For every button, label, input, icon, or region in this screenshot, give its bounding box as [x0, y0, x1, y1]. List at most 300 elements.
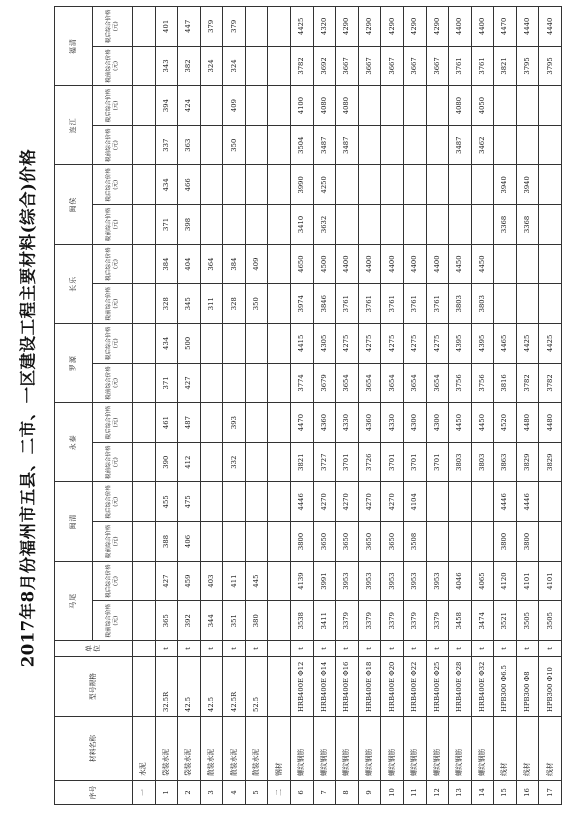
row-seq: 5 — [245, 781, 268, 805]
price-aftertax-cell: 4360 — [358, 403, 381, 443]
price-aftertax-cell: 4446 — [516, 482, 539, 522]
header-name: 材料名称 — [55, 717, 133, 781]
price-aftertax-cell — [358, 86, 381, 126]
row-spec: HRB400E Φ14 — [313, 657, 336, 717]
price-pretax-cell — [403, 205, 426, 245]
row-material-name: 散装水泥 — [245, 717, 268, 781]
price-pretax-cell: 3803 — [471, 284, 494, 324]
price-aftertax-cell: 4139 — [291, 561, 314, 601]
price-aftertax-cell: 445 — [245, 561, 268, 601]
price-aftertax-cell — [516, 244, 539, 284]
price-aftertax-cell: 4305 — [313, 324, 336, 364]
price-aftertax-cell — [494, 86, 517, 126]
price-pretax-cell: 3821 — [291, 442, 314, 482]
price-pretax-cell: 3803 — [449, 284, 472, 324]
row-seq: 17 — [539, 781, 562, 805]
price-table-container — [54, 7, 562, 805]
row-unit: t — [403, 641, 426, 657]
price-aftertax-cell — [200, 324, 223, 364]
price-pretax-cell: 324 — [200, 46, 223, 86]
price-pretax-cell: 363 — [178, 125, 201, 165]
price-pretax-cell: 3821 — [494, 46, 517, 86]
row-seq: 二 — [268, 781, 291, 805]
row-material-name: 螺纹钢筋 — [426, 717, 449, 781]
price-pretax-cell — [539, 125, 562, 165]
price-pretax-cell: 3782 — [516, 363, 539, 403]
price-pretax-cell: 311 — [200, 284, 223, 324]
price-aftertax-cell: 455 — [155, 482, 178, 522]
table-row — [403, 7, 426, 805]
price-pretax-cell: 3654 — [403, 363, 426, 403]
price-aftertax-cell: 4450 — [449, 403, 472, 443]
price-pretax-cell: 3368 — [494, 205, 517, 245]
price-pretax-cell: 3974 — [291, 284, 314, 324]
price-aftertax-cell: 3953 — [426, 561, 449, 601]
price-aftertax-cell: 4450 — [449, 244, 472, 284]
price-pretax-cell — [245, 363, 268, 403]
page-title-wrap — [14, 0, 38, 815]
row-unit: t — [494, 641, 517, 657]
price-pretax-cell: 392 — [178, 601, 201, 641]
price-pretax-cell: 3462 — [471, 125, 494, 165]
row-unit: t — [336, 641, 359, 657]
price-aftertax-cell: 3953 — [381, 561, 404, 601]
price-aftertax-cell: 4080 — [449, 86, 472, 126]
price-aftertax-cell — [471, 482, 494, 522]
price-aftertax-cell — [245, 482, 268, 522]
table-row — [381, 7, 404, 805]
header-pretax-price: 税前综合价格(元) — [93, 601, 133, 641]
price-aftertax-cell — [471, 165, 494, 205]
price-pretax-cell — [133, 46, 156, 86]
price-aftertax-cell: 487 — [178, 403, 201, 443]
price-pretax-cell: 3756 — [471, 363, 494, 403]
price-aftertax-cell: 4500 — [313, 244, 336, 284]
price-aftertax-cell: 4465 — [494, 324, 517, 364]
header-region: 马尾 — [55, 561, 93, 640]
price-aftertax-cell: 384 — [223, 244, 246, 284]
price-pretax-cell: 3800 — [291, 522, 314, 562]
price-pretax-cell: 3761 — [426, 284, 449, 324]
price-aftertax-cell: 4080 — [313, 86, 336, 126]
header-aftertax-price: 税后综合价格(元) — [93, 7, 133, 47]
price-pretax-cell — [245, 442, 268, 482]
price-pretax-cell: 345 — [178, 284, 201, 324]
price-pretax-cell: 337 — [155, 125, 178, 165]
price-aftertax-cell: 4104 — [403, 482, 426, 522]
price-aftertax-cell: 379 — [223, 7, 246, 47]
price-pretax-cell: 3654 — [336, 363, 359, 403]
price-aftertax-cell: 4400 — [403, 244, 426, 284]
price-aftertax-cell: 475 — [178, 482, 201, 522]
price-aftertax-cell: 4290 — [403, 7, 426, 47]
price-aftertax-cell — [268, 324, 291, 364]
price-pretax-cell — [471, 522, 494, 562]
price-pretax-cell — [133, 125, 156, 165]
row-seq: 15 — [494, 781, 517, 805]
price-aftertax-cell: 4450 — [471, 244, 494, 284]
price-pretax-cell: 3727 — [313, 442, 336, 482]
price-pretax-cell — [268, 284, 291, 324]
row-material-name: 螺纹钢筋 — [471, 717, 494, 781]
header-pretax-price: 税前综合价格(元) — [93, 125, 133, 165]
price-aftertax-cell — [268, 561, 291, 601]
price-pretax-cell — [200, 205, 223, 245]
price-pretax-cell: 3701 — [403, 442, 426, 482]
price-aftertax-cell: 4101 — [539, 561, 562, 601]
row-seq: 13 — [449, 781, 472, 805]
price-aftertax-cell: 4400 — [336, 244, 359, 284]
price-aftertax-cell: 4440 — [539, 7, 562, 47]
table-row — [358, 7, 381, 805]
table-row — [494, 7, 517, 805]
price-aftertax-cell — [539, 244, 562, 284]
price-aftertax-cell: 4275 — [403, 324, 426, 364]
row-spec: HRB400E Φ28 — [449, 657, 472, 717]
row-unit: t — [178, 641, 201, 657]
price-pretax-cell — [516, 125, 539, 165]
price-aftertax-cell: 4275 — [358, 324, 381, 364]
row-seq: 4 — [223, 781, 246, 805]
row-unit: t — [516, 641, 539, 657]
header-aftertax-price: 税后综合价格(元) — [93, 165, 133, 205]
price-pretax-cell: 3701 — [336, 442, 359, 482]
price-pretax-cell: 3505 — [539, 601, 562, 641]
table-row — [200, 7, 223, 805]
price-aftertax-cell: 459 — [178, 561, 201, 601]
row-seq: 一 — [133, 781, 156, 805]
price-pretax-cell: 3761 — [403, 284, 426, 324]
price-aftertax-cell — [449, 165, 472, 205]
price-aftertax-cell: 4320 — [313, 7, 336, 47]
row-spec: HRB400E Φ18 — [358, 657, 381, 717]
price-pretax-cell: 3411 — [313, 601, 336, 641]
price-aftertax-cell: 4290 — [336, 7, 359, 47]
row-seq: 11 — [403, 781, 426, 805]
price-aftertax-cell — [539, 165, 562, 205]
price-aftertax-cell: 4440 — [516, 7, 539, 47]
price-pretax-cell — [494, 284, 517, 324]
header-region: 永泰 — [55, 403, 93, 482]
row-material-name: 螺纹钢筋 — [449, 717, 472, 781]
price-pretax-cell: 343 — [155, 46, 178, 86]
table-row — [426, 7, 449, 805]
price-pretax-cell: 3379 — [358, 601, 381, 641]
price-pretax-cell — [268, 522, 291, 562]
price-aftertax-cell — [245, 403, 268, 443]
price-pretax-cell: 3761 — [381, 284, 404, 324]
price-aftertax-cell: 4330 — [336, 403, 359, 443]
price-pretax-cell: 371 — [155, 363, 178, 403]
price-aftertax-cell: 404 — [178, 244, 201, 284]
price-aftertax-cell: 434 — [155, 165, 178, 205]
price-aftertax-cell — [426, 86, 449, 126]
header-pretax-price: 税前综合价格(元) — [93, 46, 133, 86]
table-row — [245, 7, 268, 805]
price-pretax-cell: 3410 — [291, 205, 314, 245]
price-pretax-cell: 412 — [178, 442, 201, 482]
price-pretax-cell: 3487 — [313, 125, 336, 165]
price-pretax-cell — [449, 522, 472, 562]
price-table-rotated — [54, 7, 562, 805]
price-aftertax-cell — [358, 165, 381, 205]
price-pretax-cell: 3795 — [516, 46, 539, 86]
price-aftertax-cell: 4100 — [291, 86, 314, 126]
table-row — [291, 7, 314, 805]
row-material-name: 螺纹钢筋 — [403, 717, 426, 781]
price-aftertax-cell: 4360 — [313, 403, 336, 443]
price-aftertax-cell — [133, 7, 156, 47]
price-pretax-cell — [245, 125, 268, 165]
price-pretax-cell: 3654 — [426, 363, 449, 403]
price-aftertax-cell: 4480 — [516, 403, 539, 443]
price-aftertax-cell — [245, 86, 268, 126]
row-spec: 42.5R — [223, 657, 246, 717]
row-unit: t — [245, 641, 268, 657]
row-material-name: 散装水泥 — [223, 717, 246, 781]
price-aftertax-cell — [133, 482, 156, 522]
price-pretax-cell: 3782 — [539, 363, 562, 403]
price-pretax-cell: 365 — [155, 601, 178, 641]
price-aftertax-cell: 409 — [223, 86, 246, 126]
price-aftertax-cell: 4270 — [381, 482, 404, 522]
price-aftertax-cell: 4270 — [336, 482, 359, 522]
table-row — [449, 7, 472, 805]
price-aftertax-cell: 3990 — [291, 165, 314, 205]
price-pretax-cell: 328 — [223, 284, 246, 324]
price-pretax-cell — [200, 522, 223, 562]
price-aftertax-cell: 4250 — [313, 165, 336, 205]
price-aftertax-cell: 500 — [178, 324, 201, 364]
row-spec: HPB300 Φ10 — [539, 657, 562, 717]
price-aftertax-cell — [516, 86, 539, 126]
price-pretax-cell: 3538 — [291, 601, 314, 641]
price-pretax-cell: 3701 — [381, 442, 404, 482]
table-row — [223, 7, 246, 805]
price-aftertax-cell: 4400 — [381, 244, 404, 284]
price-aftertax-cell: 4400 — [358, 244, 381, 284]
price-aftertax-cell: 4270 — [313, 482, 336, 522]
price-aftertax-cell: 461 — [155, 403, 178, 443]
price-pretax-cell — [403, 125, 426, 165]
price-aftertax-cell — [223, 324, 246, 364]
price-aftertax-cell — [133, 324, 156, 364]
price-aftertax-cell: 3940 — [494, 165, 517, 205]
price-pretax-cell — [358, 205, 381, 245]
price-pretax-cell: 3829 — [539, 442, 562, 482]
price-table — [54, 6, 562, 805]
price-pretax-cell: 3632 — [313, 205, 336, 245]
row-material-name: 螺纹钢筋 — [381, 717, 404, 781]
table-row — [471, 7, 494, 805]
price-pretax-cell — [133, 601, 156, 641]
row-unit: t — [155, 641, 178, 657]
header-region: 连江 — [55, 86, 93, 165]
table-row — [155, 7, 178, 805]
price-aftertax-cell — [223, 165, 246, 205]
price-pretax-cell — [200, 442, 223, 482]
price-pretax-cell: 3863 — [494, 442, 517, 482]
price-aftertax-cell — [223, 482, 246, 522]
price-pretax-cell: 3508 — [403, 522, 426, 562]
price-pretax-cell: 3800 — [494, 522, 517, 562]
header-pretax-price: 税前综合价格(元) — [93, 522, 133, 562]
row-material-name: 线材 — [539, 717, 562, 781]
row-spec: HRB400E Φ32 — [471, 657, 494, 717]
table-row — [516, 7, 539, 805]
row-spec: 52.5 — [245, 657, 268, 717]
row-seq: 9 — [358, 781, 381, 805]
price-pretax-cell: 3803 — [449, 442, 472, 482]
row-spec: HRB400E Φ20 — [381, 657, 404, 717]
page-title: 2017年8月份福州市五县、二市、一区建设工程主要材料(综合)价格 — [18, 148, 37, 667]
price-aftertax-cell — [200, 482, 223, 522]
price-pretax-cell — [223, 363, 246, 403]
price-aftertax-cell: 379 — [200, 7, 223, 47]
price-aftertax-cell: 364 — [200, 244, 223, 284]
price-pretax-cell: 3667 — [336, 46, 359, 86]
row-material-name: 散装水泥 — [200, 717, 223, 781]
header-region: 闽侯 — [55, 165, 93, 244]
price-pretax-cell: 3800 — [516, 522, 539, 562]
price-aftertax-cell: 3991 — [313, 561, 336, 601]
row-spec: 42.5 — [178, 657, 201, 717]
price-aftertax-cell — [133, 403, 156, 443]
price-pretax-cell — [539, 522, 562, 562]
row-unit: t — [358, 641, 381, 657]
price-pretax-cell: 3379 — [381, 601, 404, 641]
price-pretax-cell: 3795 — [539, 46, 562, 86]
price-pretax-cell — [133, 284, 156, 324]
price-pretax-cell: 3761 — [336, 284, 359, 324]
price-pretax-cell — [381, 125, 404, 165]
price-aftertax-cell: 4300 — [403, 403, 426, 443]
row-material-name: 袋装水泥 — [178, 717, 201, 781]
row-seq: 12 — [426, 781, 449, 805]
price-pretax-cell: 388 — [155, 522, 178, 562]
price-pretax-cell: 3487 — [336, 125, 359, 165]
price-aftertax-cell — [539, 86, 562, 126]
row-seq: 1 — [155, 781, 178, 805]
price-aftertax-cell — [200, 403, 223, 443]
price-aftertax-cell: 409 — [245, 244, 268, 284]
price-aftertax-cell: 4400 — [426, 244, 449, 284]
row-material-name: 线材 — [516, 717, 539, 781]
price-pretax-cell: 3803 — [471, 442, 494, 482]
price-pretax-cell — [426, 522, 449, 562]
row-material-name: 钢材 — [268, 717, 291, 781]
price-pretax-cell: 328 — [155, 284, 178, 324]
price-pretax-cell — [426, 125, 449, 165]
price-pretax-cell: 3761 — [449, 46, 472, 86]
price-pretax-cell: 3756 — [449, 363, 472, 403]
price-pretax-cell — [336, 205, 359, 245]
row-unit: t — [200, 641, 223, 657]
price-pretax-cell: 3474 — [471, 601, 494, 641]
price-pretax-cell: 351 — [223, 601, 246, 641]
price-pretax-cell — [200, 125, 223, 165]
header-seq: 序号 — [55, 781, 133, 805]
price-aftertax-cell: 4425 — [291, 7, 314, 47]
row-unit: t — [426, 641, 449, 657]
price-aftertax-cell: 384 — [155, 244, 178, 284]
price-aftertax-cell: 4480 — [539, 403, 562, 443]
header-region: 闽清 — [55, 482, 93, 561]
price-aftertax-cell — [336, 165, 359, 205]
row-unit: t — [381, 641, 404, 657]
price-aftertax-cell: 401 — [155, 7, 178, 47]
price-pretax-cell: 3761 — [358, 284, 381, 324]
price-aftertax-cell: 4395 — [471, 324, 494, 364]
row-spec: 32.5R — [155, 657, 178, 717]
row-seq: 10 — [381, 781, 404, 805]
row-spec: HRB400E Φ22 — [403, 657, 426, 717]
row-seq: 2 — [178, 781, 201, 805]
price-pretax-cell — [133, 522, 156, 562]
row-seq: 8 — [336, 781, 359, 805]
price-pretax-cell: 3654 — [358, 363, 381, 403]
price-pretax-cell: 3458 — [449, 601, 472, 641]
price-aftertax-cell: 4050 — [471, 86, 494, 126]
price-pretax-cell: 3726 — [358, 442, 381, 482]
row-spec — [133, 657, 156, 717]
header-aftertax-price: 税后综合价格(元) — [93, 244, 133, 284]
price-pretax-cell: 350 — [223, 125, 246, 165]
price-pretax-cell — [268, 205, 291, 245]
price-aftertax-cell: 4290 — [426, 7, 449, 47]
price-pretax-cell — [223, 522, 246, 562]
price-pretax-cell: 3667 — [403, 46, 426, 86]
row-seq: 16 — [516, 781, 539, 805]
price-pretax-cell: 3504 — [291, 125, 314, 165]
price-aftertax-cell: 427 — [155, 561, 178, 601]
price-aftertax-cell — [381, 86, 404, 126]
price-pretax-cell: 3816 — [494, 363, 517, 403]
table-row — [539, 7, 562, 805]
price-aftertax-cell — [403, 86, 426, 126]
row-material-name: 水泥 — [133, 717, 156, 781]
price-aftertax-cell: 4046 — [449, 561, 472, 601]
header-unit: 单位 — [55, 641, 133, 657]
price-pretax-cell — [223, 205, 246, 245]
price-aftertax-cell — [245, 324, 268, 364]
price-aftertax-cell — [268, 7, 291, 47]
row-unit: t — [449, 641, 472, 657]
price-aftertax-cell: 4650 — [291, 244, 314, 284]
price-pretax-cell: 344 — [200, 601, 223, 641]
price-aftertax-cell: 3940 — [516, 165, 539, 205]
header-aftertax-price: 税后综合价格(元) — [93, 324, 133, 364]
price-aftertax-cell — [200, 86, 223, 126]
price-aftertax-cell: 4450 — [471, 403, 494, 443]
price-aftertax-cell: 434 — [155, 324, 178, 364]
price-pretax-cell: 3667 — [381, 46, 404, 86]
price-aftertax-cell: 4300 — [426, 403, 449, 443]
price-aftertax-cell — [426, 482, 449, 522]
price-pretax-cell: 3379 — [336, 601, 359, 641]
price-pretax-cell — [268, 601, 291, 641]
price-pretax-cell — [133, 205, 156, 245]
price-aftertax-cell — [426, 165, 449, 205]
price-pretax-cell — [516, 284, 539, 324]
table-row — [313, 7, 336, 805]
row-spec: HRB400E Φ25 — [426, 657, 449, 717]
price-aftertax-cell — [133, 561, 156, 601]
header-aftertax-price: 税后综合价格(元) — [93, 482, 133, 522]
price-aftertax-cell: 394 — [155, 86, 178, 126]
row-unit: t — [291, 641, 314, 657]
price-pretax-cell: 3761 — [471, 46, 494, 86]
